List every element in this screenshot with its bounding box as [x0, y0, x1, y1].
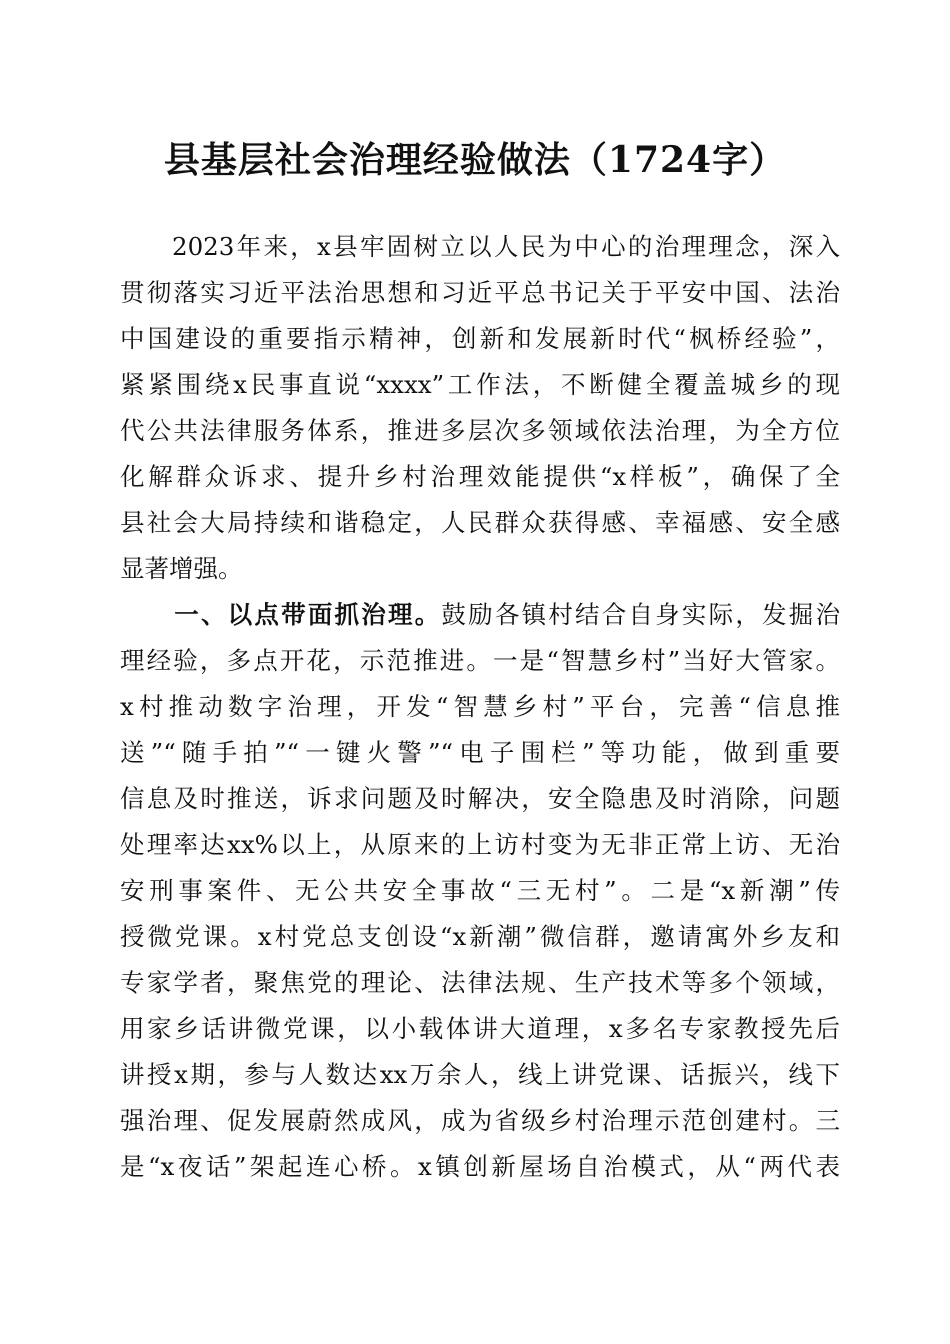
paragraph-line-text: 信息及时推送，诉求问题及时解决，安全隐患及时消除，问题 — [120, 784, 840, 813]
paragraph-line — [120, 408, 840, 454]
paragraph-line — [120, 776, 840, 822]
paragraph-line-text: 化解群众诉求、提升乡村治理效能提供“x样板”，确保了全 — [120, 462, 840, 491]
paragraph-line — [120, 270, 840, 316]
paragraph-line — [120, 224, 840, 270]
paragraph-line — [120, 638, 840, 684]
paragraph-line-text: 鼓励各镇村结合自身实际，发掘治 — [441, 600, 840, 629]
paragraph-line-text: x村推动数字治理，开发“智慧乡村”平台，完善“信息推 — [120, 692, 840, 721]
paragraph-line — [120, 1144, 840, 1190]
paragraph-line — [120, 500, 840, 546]
paragraph-line — [120, 730, 840, 776]
paragraph-line-text: 用家乡话讲微党课，以小载体讲大道理，x多名专家教授先后 — [120, 1014, 840, 1043]
paragraph-line-text: 安刑事案件、无公共安全事故“三无村”。二是“x新潮”传 — [120, 876, 840, 905]
paragraph-line-text: 中国建设的重要指示精神，创新和发展新时代“枫桥经验”， — [120, 324, 840, 353]
paragraph-line — [120, 1052, 840, 1098]
paragraph-line — [120, 868, 840, 914]
paragraph-line — [120, 914, 840, 960]
paragraph-line-text: 处理率达xx%以上，从原来的上访村变为无非正常上访、无治 — [120, 830, 840, 859]
paragraph-line-text: 紧紧围绕x民事直说“xxxx”工作法，不断健全覆盖城乡的现 — [120, 370, 840, 399]
paragraph-line — [120, 316, 840, 362]
paragraph-line — [120, 1006, 840, 1052]
paragraph-line — [120, 960, 840, 1006]
paragraph-line — [120, 362, 840, 408]
section-heading: 一、以点带面抓治理。 — [172, 600, 442, 629]
paragraph-line-text: 送”“随手拍”“一键火警”“电子围栏”等功能，做到重要 — [120, 738, 840, 767]
document-title: 县基层社会治理经验做法（1724字） — [163, 139, 787, 181]
paragraph-line — [120, 1098, 840, 1144]
paragraph-line-text: 县社会大局持续和谐稳定，人民群众获得感、幸福感、安全感 — [120, 508, 840, 537]
paragraph-line-text: 贯彻落实习近平法治思想和习近平总书记关于平安中国、法治 — [120, 278, 840, 307]
paragraph-line-text: 显著增强。 — [120, 554, 243, 583]
paragraph-line — [120, 546, 840, 592]
document-body — [120, 224, 840, 1190]
paragraph-line — [120, 454, 840, 500]
paragraph-line — [120, 822, 840, 868]
paragraph-line-text: 2023年来，x县牢固树立以人民为中心的治理理念，深入 — [172, 232, 840, 261]
paragraph-line-text: 授微党课。x村党总支创设“x新潮”微信群，邀请寓外乡友和 — [120, 922, 840, 951]
paragraph-line-text: 讲授x期，参与人数达xx万余人，线上讲党课、话振兴，线下 — [120, 1060, 840, 1089]
paragraph-line — [120, 592, 840, 638]
paragraph-line-text: 代公共法律服务体系，推进多层次多领域依法治理，为全方位 — [120, 416, 840, 445]
paragraph-line-text: 是“x夜话”架起连心桥。x镇创新屋场自治模式，从“两代表 — [120, 1152, 840, 1181]
paragraph-line-text: 理经验，多点开花，示范推进。一是“智慧乡村”当好大管家。 — [120, 646, 840, 675]
paragraph-line — [120, 684, 840, 730]
paragraph-line-text: 专家学者，聚焦党的理论、法律法规、生产技术等多个领域， — [120, 968, 840, 997]
paragraph-line-text: 强治理、促发展蔚然成风，成为省级乡村治理示范创建村。三 — [120, 1106, 840, 1135]
